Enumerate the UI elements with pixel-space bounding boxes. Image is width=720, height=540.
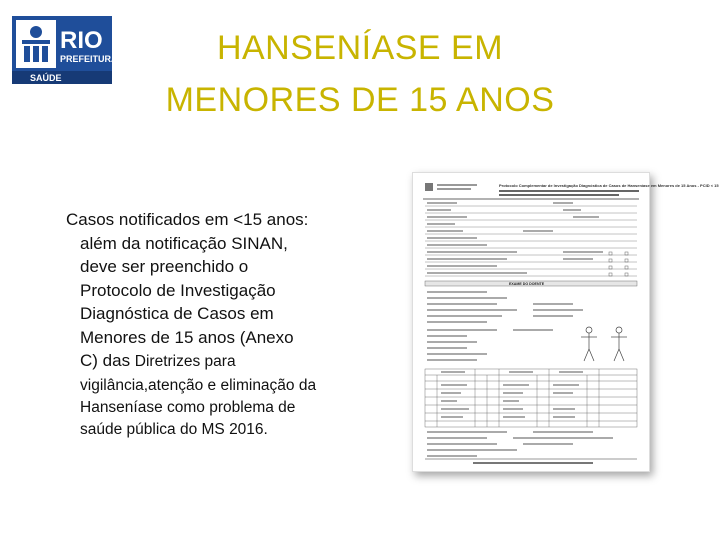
form-checkboxes — [609, 252, 628, 276]
body-paragraph — [66, 208, 366, 441]
protocol-form-image — [412, 172, 719, 472]
body-line-7 — [66, 349, 366, 374]
logo-sub: PREFEITURA — [60, 54, 118, 64]
logo-dept: SAÚDE — [30, 73, 62, 83]
body-line-6: Menores de 15 anos (Anexo — [80, 327, 294, 347]
title-line-2: MENORES DE 15 ANOS — [165, 81, 555, 119]
logo-name: RIO — [60, 27, 103, 54]
title-line-1: HANSENÍASE EM — [216, 29, 504, 67]
body-line-1: Casos notificados em <15 anos: — [66, 210, 309, 229]
form-header-text: Protocolo Complementar de Investigação Diagnóstica de Casos de Hanseníase em Menores de 15 Anos - PCID < 15 — [499, 183, 719, 188]
body-line-7b: Diretrizes para — [134, 353, 236, 370]
body-line-3: deve ser preenchido o — [80, 257, 249, 276]
rio-prefeitura-logo — [12, 16, 118, 84]
form-emblem-icon — [425, 183, 433, 191]
body-line-7a: C) das — [80, 351, 135, 370]
body-line-5: Diagnóstica de Casos em — [80, 304, 274, 323]
body-line-9: Hanseníase como problema de — [80, 399, 296, 416]
form-exam-lines — [427, 291, 583, 361]
form-footer-lines — [427, 431, 613, 457]
body-line-2: além da notificação SINAN, — [80, 233, 288, 253]
body-line-8: vigilância,atenção e eliminação da — [80, 376, 317, 394]
body-line-10: saúde pública do MS 2016. — [80, 421, 268, 438]
body-line-4: Protocolo de Investigação — [80, 280, 276, 300]
form-table — [425, 369, 637, 427]
form-drawing — [413, 173, 719, 471]
form-table-text — [441, 371, 583, 418]
form-header-title — [499, 183, 719, 188]
form-exam-heading: EXAME DO DOENTE — [509, 282, 545, 286]
body-diagram-icon — [581, 327, 627, 361]
slide-title — [120, 22, 600, 126]
